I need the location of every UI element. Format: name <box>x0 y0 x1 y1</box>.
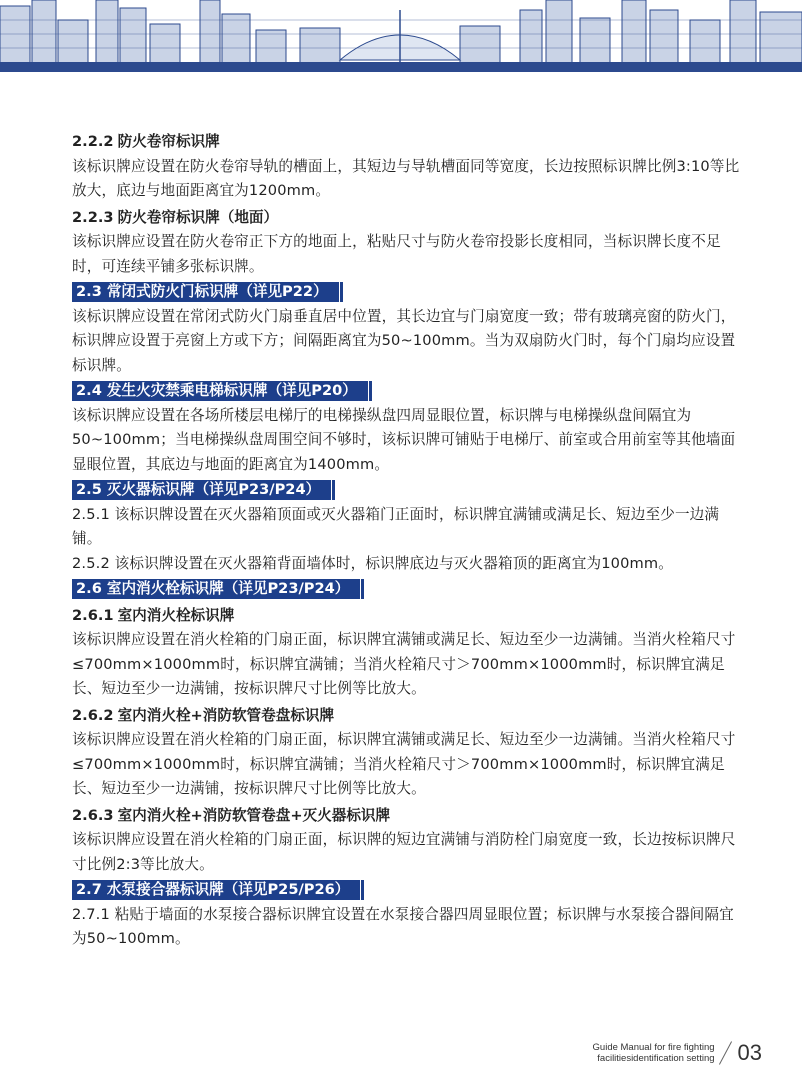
paragraph: 2.5.1 该标识牌设置在灭火器箱顶面或灭火器箱门正面时，标识牌宜满铺或满足长、短边至少一边满铺。 <box>72 505 720 547</box>
section-heading-2-6-2: 2.6.2 室内消火栓+消防软管卷盘标识牌 <box>72 706 335 724</box>
section-heading-2-6-1: 2.6.1 室内消火栓标识牌 <box>72 606 235 624</box>
header-cityscape-banner <box>0 0 802 72</box>
paragraph: 该标识牌应设置在防火卷帘正下方的地面上，粘贴尺寸与防火卷帘投影长度相同，当标识牌长度不足时，可连续平铺多张标识牌。 <box>72 233 721 275</box>
footer-line-1: Guide Manual for fire fighting <box>592 1042 715 1053</box>
paragraph: 2.5.2 该标识牌设置在灭火器箱背面墙体时，标识牌底边与灭火器箱顶的距离宜为100mm。 <box>72 554 673 572</box>
section-bar-2-6: 2.6 室内消火栓标识牌（详见P23/P24） <box>72 579 360 599</box>
paragraph: 该标识牌应设置在消火栓箱的门扇正面，标识牌的短边宜满铺与消防栓门扇宽度一致，长边按标识牌尺寸比例2:3等比放大。 <box>72 831 736 873</box>
document-content <box>72 128 744 952</box>
page-number: 03 <box>737 1040 762 1065</box>
paragraph: 2.7.1 粘贴于墙面的水泵接合器标识牌宜设置在水泵接合器四周显眼位置；标识牌与水泵接合器间隔宜为50~100mm。 <box>72 905 734 947</box>
paragraph: 该标识牌应设置在常闭式防火门扇垂直居中位置，其长边宜与门扇宽度一致；带有玻璃亮窗的防火门，标识牌应设置于亮窗上方或下方；间隔距离宜为50~100mm。当为双扇防火门时，每个门扇均应设置标识牌。 <box>72 307 736 374</box>
cityscape-illustration <box>0 0 802 72</box>
paragraph: 该标识牌应设置在消火栓箱的门扇正面，标识牌宜满铺或满足长、短边至少一边满铺。当消火栓箱尺寸≤700mm×1000mm时，标识牌宜满铺；当消火栓箱尺寸＞700mm×1000mm时，标识牌宜满足长、短边至少一边满铺，按标识牌尺寸比例等比放大。 <box>72 731 736 797</box>
section-heading-2-2-2: 2.2.2 防火卷帘标识牌 <box>72 133 220 150</box>
section-bar-2-7: 2.7 水泵接合器标识牌（详见P25/P26） <box>72 880 360 900</box>
section-heading-2-6-3: 2.6.3 室内消火栓+消防软管卷盘+灭火器标识牌 <box>72 806 391 824</box>
footer-caption <box>593 1042 715 1064</box>
paragraph: 该标识牌应设置在各场所楼层电梯厅的电梯操纵盘四周显眼位置，标识牌与电梯操纵盘间隔宜为50~100mm；当电梯操纵盘周围空间不够时，该标识牌可铺贴于电梯厅、前室或合用前室等其他墙面显眼位置，其底边与地面的距离宜为1400mm。 <box>72 406 736 473</box>
page-footer <box>593 1038 762 1068</box>
footer-line-2: facilitiesidentification setting <box>597 1053 715 1064</box>
paragraph: 该标识牌应设置在防火卷帘导轨的槽面上，其短边与导轨槽面同等宽度，长边按照标识牌比例3:10等比放大，底边与地面距离宜为1200mm。 <box>72 157 740 199</box>
section-heading-2-2-3: 2.2.3 防火卷帘标识牌（地面） <box>72 208 279 226</box>
section-bar-2-3: 2.3 常闭式防火门标识牌（详见P22） <box>72 282 339 302</box>
section-bar-2-4: 2.4 发生火灾禁乘电梯标识牌（详见P20） <box>72 381 368 401</box>
footer-divider <box>718 1041 731 1064</box>
section-bar-2-5: 2.5 灭火器标识牌（详见P23/P24） <box>72 480 331 500</box>
paragraph: 该标识牌应设置在消火栓箱的门扇正面，标识牌宜满铺或满足长、短边至少一边满铺。当消火栓箱尺寸≤700mm×1000mm时，标识牌宜满铺；当消火栓箱尺寸＞700mm×1000mm时，标识牌宜满足长、短边至少一边满铺，按标识牌尺寸比例等比放大。 <box>72 631 736 697</box>
